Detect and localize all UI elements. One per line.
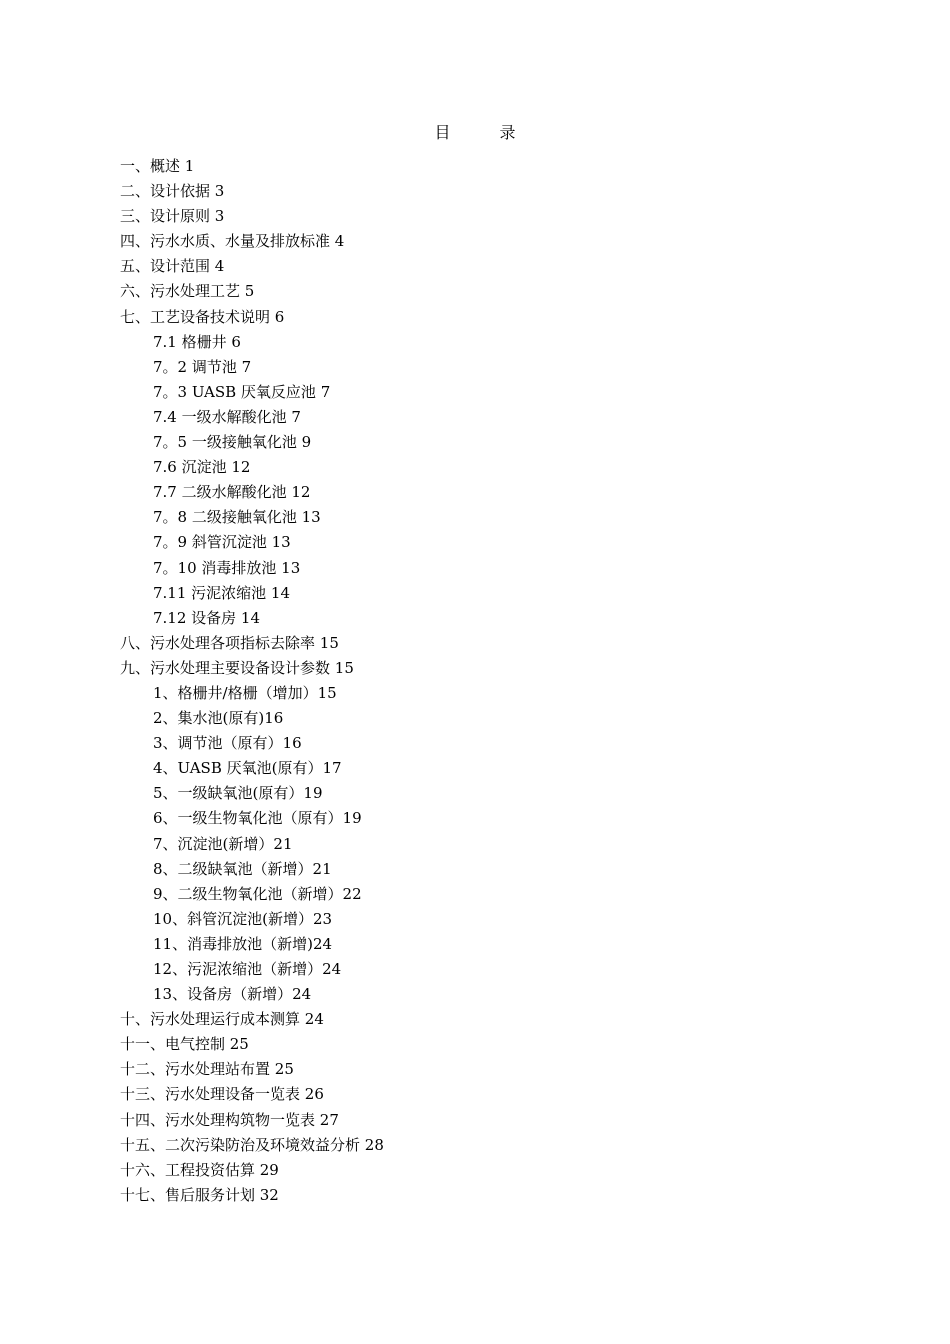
toc-entry: 四、污水水质、水量及排放标准 4 (120, 232, 345, 251)
toc-subentry: 4、UASB 厌氧池(原有）17 (153, 759, 342, 778)
toc-subentry: 7.6 沉淀池 12 (153, 458, 251, 477)
toc-entry: 十五、二次污染防治及环境效益分析 28 (120, 1135, 384, 1154)
toc-entry: 十七、售后服务计划 32 (120, 1185, 279, 1204)
toc-subentry: 7。9 斜管沉淀池 13 (153, 533, 291, 552)
toc-entry: 一、概述 1 (120, 157, 195, 175)
toc-subentry: 3、调节池（原有）16 (153, 734, 302, 753)
toc-subentry: 7。3 UASB 厌氧反应池 7 (153, 382, 331, 401)
toc-entry: 十六、工程投资估算 29 (120, 1160, 279, 1179)
toc-entry: 二、设计依据 3 (120, 182, 225, 201)
toc-subentry: 10、斜管沉淀池(新增）23 (153, 909, 333, 928)
toc-subentry: 11、消毒排放池（新增)24 (153, 934, 333, 953)
toc-subentry: 9、二级生物氧化池（新增）22 (153, 884, 362, 903)
toc-entry: 十二、污水处理站布置 25 (120, 1060, 294, 1079)
toc-subentry: 7。2 调节池 7 (153, 357, 252, 376)
toc-entry: 十一、电气控制 25 (120, 1035, 249, 1054)
toc-subentry: 5、一级缺氧池(原有）19 (153, 784, 323, 803)
toc-subentry: 12、污泥浓缩池（新增）24 (153, 960, 342, 978)
toc-subentry: 1、格栅井/格栅（增加）15 (153, 683, 337, 702)
toc-entry: 九、污水处理主要设备设计参数 15 (120, 658, 354, 677)
toc-subentry: 7.11 污泥浓缩池 14 (153, 583, 291, 602)
toc-subentry: 6、一级生物氧化池（原有）19 (153, 809, 362, 828)
toc-subentry: 7。8 二级接触氧化池 13 (153, 508, 321, 527)
toc-subentry: 7、沉淀池(新增）21 (153, 834, 293, 853)
table-of-contents (120, 154, 384, 1208)
toc-entry: 六、污水处理工艺 5 (120, 282, 255, 301)
toc-subentry: 2、集水池(原有)16 (153, 709, 284, 728)
toc-subentry: 7。10 消毒排放池 13 (153, 558, 301, 577)
toc-subentry: 7。5 一级接触氧化池 9 (153, 433, 312, 452)
toc-title: 目 录 (434, 123, 538, 142)
toc-entry: 五、设计范围 4 (120, 257, 225, 276)
toc-entry: 十、污水处理运行成本测算 24 (120, 1010, 324, 1029)
toc-subentry: 7.12 设备房 14 (153, 608, 261, 627)
toc-subentry: 8、二级缺氧池（新增）21 (153, 859, 332, 878)
toc-entry: 十三、污水处理设备一览表 26 (120, 1085, 324, 1104)
toc-entry: 三、设计原则 3 (120, 207, 225, 226)
toc-entry: 七、工艺设备技术说明 6 (120, 307, 285, 326)
toc-subentry: 7.7 二级水解酸化池 12 (153, 483, 311, 502)
toc-subentry: 7.4 一级水解酸化池 7 (153, 407, 301, 426)
toc-entry: 十四、污水处理构筑物一览表 27 (120, 1110, 339, 1129)
toc-subentry: 7.1 格栅井 6 (153, 332, 241, 351)
toc-entry: 八、污水处理各项指标去除率 15 (120, 633, 339, 652)
toc-subentry: 13、设备房（新增）24 (153, 985, 312, 1004)
